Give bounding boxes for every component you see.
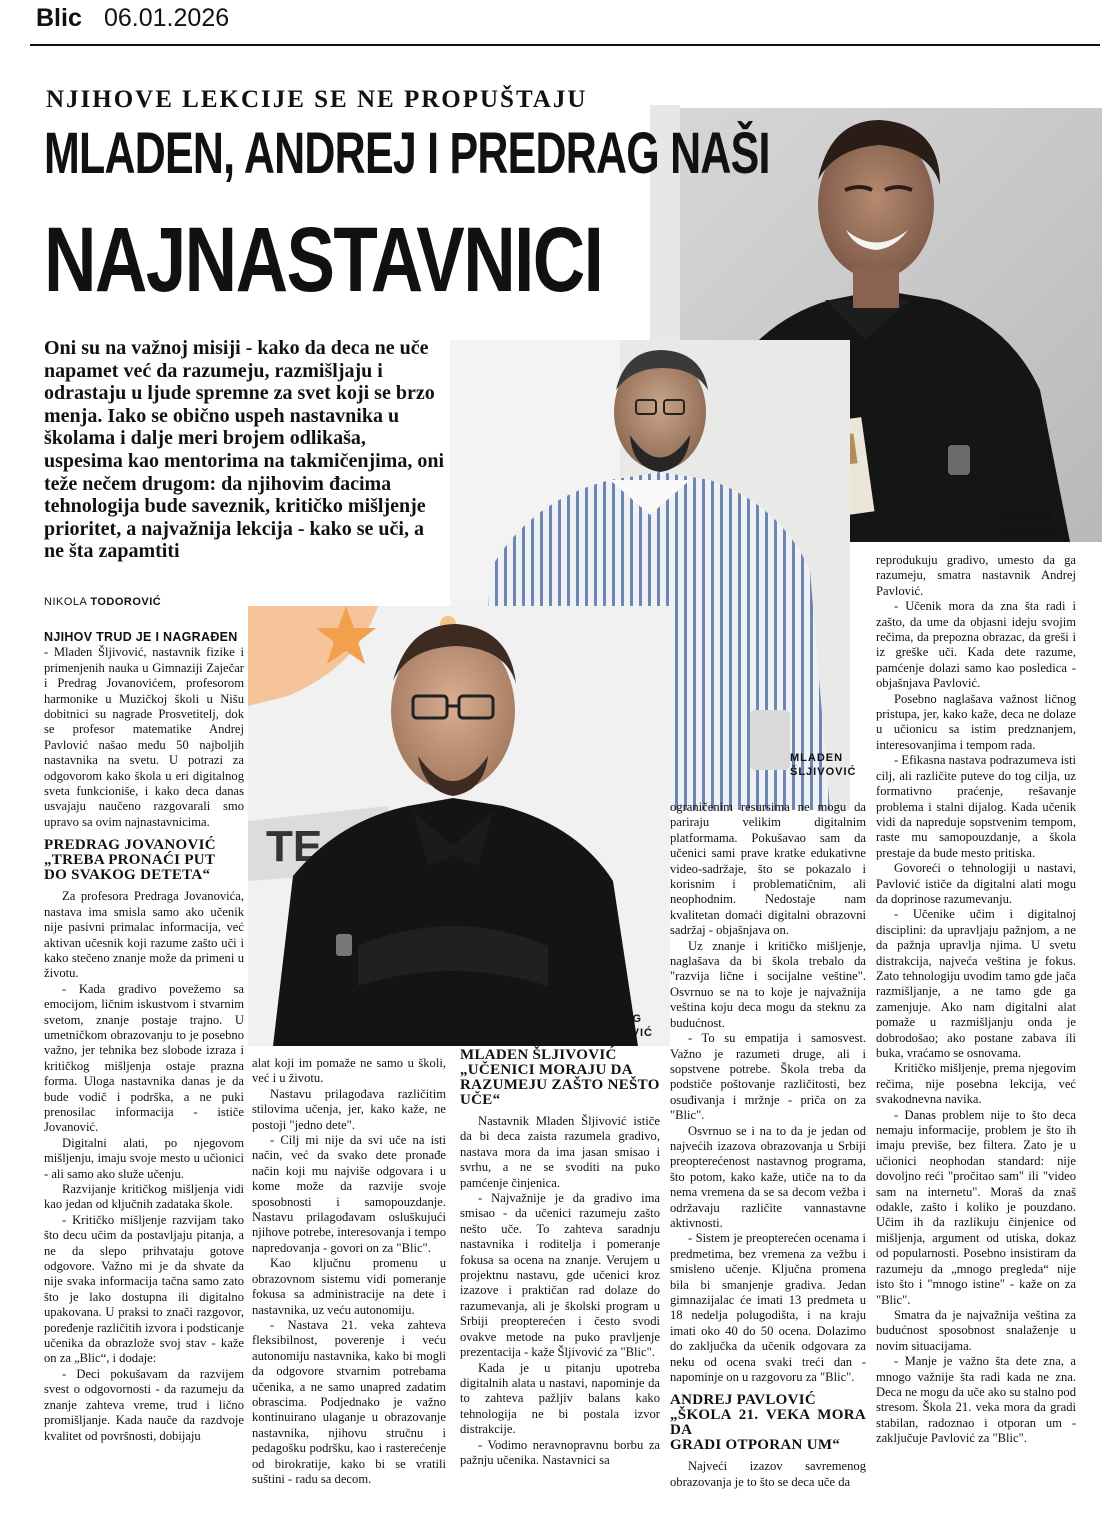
paragraph: ograničenim resursima ne mogu da pariraju velikim digitalnim platformama. Pokušavao sam da učenici sami prave kratke edukativne video-sadržaje, što se pokazalo i korisnim i problematičnim, ali neophodnim. Nedostaje nam kvalitetan domaći digitalni obrazovni sadržaj - objašnjava on. [670, 800, 866, 938]
paragraph: - Nastava 21. veka zahteva fleksibilnost, poverenje i veću autonomiju nastavnika, kako bi mogli da odgovore stvarnim potrebama učenika, a ne samo unapred zadatim obrascima. Podjednako je važno kontinuirano ulaganje u obrazovanje nastavnika, njihovu stručnu i pedagošku podršku, kao i rasterećenje od birokratije, kako bi se vratili suštini - radu sa decom. [252, 1317, 446, 1486]
paragraph: - Sistem je preopterećen ocenama i predmetima, bez vremena za vežbu i smisleno učenje. Ključna promena bila bi smanjenje gradiva. Jedan gimnazijalac će imati 13 predmeta u 18 nedelja polugodišta, i na kraju imati oko 40 do 50 ocena. Dolazimo do zaključka da učenik odgovara za neku od ocena svaki treći dan - napominje on u razgovoru za "Blic". [670, 1231, 866, 1385]
paragraph: Razvijanje kritičkog mišljenja vidi kao jedan od ključnih zadataka škole. [44, 1182, 244, 1212]
paragraph: Kritičko mišljenje, prema njegovim rečima, nije posebna lekcija, već svakodnevna navika. [876, 1061, 1076, 1107]
paragraph: Uz znanje i kritičko mišljenje, naglašava da bi škola trebalo da "razvija lične i socijalne veštine". Osvrnuo se na to koje je najvažnija veština koju deca mogu da steknu za budućnost. [670, 938, 866, 1030]
paragraph: reprodukuju gradivo, umesto da ga razumeju, smatra nastavnik Andrej Pavlović. [876, 553, 1076, 598]
headline-line-1: MLADEN, ANDREJ I PREDRAG NAŠI [44, 121, 770, 186]
paragraph: - Efikasna nastava podrazumeva isti cilj, ali različite puteve do tog cilja, uz formativno praćenje, rešavanje problema i stalni dijalog. Kada učenik vidi da napreduje sopstvenim tempom, raste mu samopouzdanje, a škola prestaje da bude mesto pritiska. [876, 753, 1076, 860]
paragraph: - Najvažnije je da gradivo ima smisao - da učenici razumeju zašto nešto uče. To zahteva saradnju nastavnika i roditelja i pomeranje fokusa sa ocena na znanje. Verujem u projektnu nastavu, gde učenici kroz izazove i praktičan rad dolaze do razumevanja, ali je školski program u Srbiji preopterećen i često svodi ovakve metode na puko pravljenje prezentacija - kaže Šljivović za "Blic". [460, 1191, 660, 1360]
section-title-mladen: MLADEN ŠLJIVOVIĆ „UČENICI MORAJU DA RAZUMEJU ZAŠTO NEŠTO UČE“ [460, 1047, 660, 1108]
section-title-predrag: PREDRAG JOVANOVIĆ „TREBA PRONAĆI PUT DO SVAKOG DETETA“ [44, 837, 216, 884]
photo-predrag-jovanovic [248, 606, 670, 1046]
article-column-4 [670, 800, 866, 1510]
publication-name: Blic [36, 4, 82, 32]
paragraph: Najveći izazov savremenog obrazovanja je to što se deca uče da [670, 1459, 866, 1489]
paragraph: Kada je u pitanju upotreba digitalnih alata u nastavi, napominje da to zahteva pažljiv balans kako tehnologija ne bi postala izvor distrakcije. [460, 1360, 660, 1437]
lead-paragraph: Oni su na važnoj misiji - kako da deca ne uče napamet već da razumeju, razmišljaju i odrastaju u ljude spremne za svet koji se brzo menja. Iako se obično uspeh nastavnika u školama i dalje meri brojem odlikaša, uspesima kao mentorima na takmičenjima, oni teže nečem drugom: da njihovim đacima tehnologija bude saveznik, kritičko mišljenje prioritet, a najvažnija lekcija - kako se uči, a ne šta zapamtiti [44, 337, 444, 563]
byline: NIKOLA TODOROVIĆ [44, 596, 162, 608]
predrag-portrait-illustration [248, 606, 670, 1046]
paragraph: - To su empatija i samosvest. Važno je razumeti druge, ali i sopstvene potrebe. Škola treba da podstiče poštovanje različitosti, bez osuđivanja i mržnje - priča on za "Blic". [670, 1031, 866, 1123]
paragraph: Govoreći o tehnologiji u nastavi, Pavlović ističe da digitalni alati mogu da doprinose razumevanju. [876, 861, 1076, 906]
section-title-andrej: ANDREJ PAVLOVIĆ „ŠKOLA 21. VEKA MORA DA GRADI OTPORAN UM“ [670, 1392, 866, 1454]
paragraph: Digitalni alati, po njegovom mišljenju, imaju svoje mesto u učionici - ali samo ako služe učenju. [44, 1135, 244, 1181]
paragraph: - Manje je važno šta dete zna, a mnogo važnije šta radi kada ne zna. Deca ne mogu da uče ako su stalno pod stresom. Škola 21. veka mora da gradi stabilan, radoznao i otporan um - zaključuje Pavlović za "Blic". [876, 1354, 1076, 1446]
caption-predrag-jovanovic: PREDRAG JOVANOVIĆ [580, 1013, 653, 1039]
article-column-3 [460, 1044, 660, 1510]
caption-mladen-sljivovic: MLADEN ŠLJIVOVIĆ [790, 752, 857, 778]
intro-paragraph: - Mladen Šljivović, nastavnik fizike i primenjenih nauka u Gimnaziji Zaječar i Predrag Jovanovićem, profesorom harmonike u Muzičkoj školi u Nišu dobitnici su nagrade Prosvetitelj, dok se profesor matematike Andrej Pavlović našao među 50 najboljih nastavnika na svetu. U potrazi za odgovorom kako škola u eri digitalnog sveta funkcioniše, i kako deca danas usvajaju naučeno razgovarali smo upravo sa ovim najnastavnicima. [44, 645, 244, 829]
headline-line-2: NAJNASTAVNICI [44, 209, 603, 311]
subhead-award: NJIHOV TRUD JE I NAGRAĐEN [44, 630, 238, 644]
paragraph: - Danas problem nije to što deca nemaju informacije, problem je što ih imaju previše, bez filtera. Zato je u učionici neophodan standard: nije dovoljno reći "pročitao sam" ili "video sam na internetu". Moraš da znaš odakle, zašto i koliko je pouzdano. Učim ih da razlikuju činjenice od mišljenja, argument od utiska, dokaz od popularnosti. Posebno insistiram da razumeju da „mnogo pregleda“ nije isto što i "mnogo istine" - kaže on za "Blic". [876, 1107, 1076, 1307]
paragraph: Za profesora Predraga Jovanovića, nastava ima smisla samo ako učenik nije pasivni primalac informacija, već aktivan učesnik koji razume zašto uči i kako stečeno znanje može da primeni u životu. [44, 889, 244, 981]
paragraph: - Kritičko mišljenje razvijam tako što decu učim da postavljaju pitanja, a ne da slepo prihvataju gotove odgovore. Važno mi je da shvate da nije svaka informacija tačna samo zato što je lako dostupna ili digitalno upakovana. U praksi to znači razgovor, poređenje različitih izvora i podsticanje učenika da obrazlože svoj stav - kaže on za „Blic“, i dodaje: [44, 1212, 244, 1366]
paragraph: - Učenike učim i digitalnoj disciplini: da upravljaju pažnjom, a ne da pažnja upravlja njima. U svetu distrakcija, najveća veština je fokus. Zato tehnologiju uvodim tamo gde jača razmišljanje, a ne tamo gde ga zamenjuje. Ako nam digitalni alat pomaže u razmišljanju onda je dobrodošao; ako postane zabava ili buka, vraćamo se osnovama. [876, 907, 1076, 1060]
paragraph: - Deci pokušavam da razvijem svest o odgovornosti - da razumeju da znanje zahteva vreme, trud i lično promišljanje. Kada nauče da razdvoje kvalitet od površnosti, dobijaju [44, 1366, 244, 1443]
header-rule [30, 44, 1100, 46]
paragraph: Nastavu prilagođava različitim stilovima učenja, jer, kako kaže, ne postoji "jedno dete". [252, 1086, 446, 1132]
article-column-2 [252, 1056, 446, 1510]
paragraph: - Kada gradivo povežemo sa emocijom, ličnim iskustvom i stvarnim svetom, znanje postaje trajno. U umetničkom obrazovanju to je posebno važno, jer tehnika bez slobode izraza i kritičkog mišljenja ostaje prazna forma. Uloga nastavnika danas je da bude vodič i podrška, a ne puki prenosilac informacija - ističe Jovanović. [44, 981, 244, 1135]
paragraph: alat koji im pomaže ne samo u školi, već i u životu. [252, 1056, 446, 1086]
article-column-1 [44, 630, 244, 1510]
predrag-photo-banner: TE [266, 822, 323, 871]
caption-andrej-pavlovic: ANDREJ PAVLOVIĆ [1000, 511, 1063, 537]
paragraph: Posebno naglašava važnost ličnog pristupa, jer, kako kaže, deca ne dolaze u učionicu sa istim predznanjem, interesovanjima i tempom rada. [876, 691, 1076, 752]
article-column-5 [876, 553, 1076, 1510]
paragraph: Nastavnik Mladen Šljivović ističe da bi deca zaista razumela gradivo, nastava mora da ima jasan smisao i svrhu, a ne se svoditi na puko pamćenje činjenica. [460, 1114, 660, 1190]
publication-date: 06.01.2026 [104, 4, 230, 32]
paragraph: - Vodimo neravnopravnu borbu za pažnju učenika. Nastavnici sa [460, 1437, 660, 1467]
paragraph: - Cilj mi nije da svi uče na isti način, već da svako dete pronađe način koji mu najviše odgovara i u kome može da razvije svoje sposobnosti i samopouzdanje. Nastavu prilagođavam osluškujući njihove potrebe, interesovanja i tempo napredovanja - govori on za "Blic". [252, 1133, 446, 1255]
paragraph: Kao ključnu promenu u obrazovnom sistemu vidi pomeranje fokusa sa administracije na dete i nastavnika, uz veću autonomiju. [252, 1256, 446, 1317]
paragraph: Smatra da je najvažnija veština za budućnost sposobnost snalaženje u novim situacijama. [876, 1307, 1076, 1353]
paragraph: - Učenik mora da zna šta radi i zašto, da ume da objasni ideju svojim rečima, da prepozna obrazac, da greši i iz greške uči. Kada dete razume, pamćenje dolazi samo kao posledica - objašnjava Pavlović. [876, 599, 1076, 691]
paragraph: Osvrnuo se i na to da je jedan od najvećih izazova obrazovanja u Srbiji preopterećenost nastavnog programa, što potom, kako kaže, utiče na to da nema vremena da se sa decom vežba i održavaju različite vannastavne aktivnosti. [670, 1123, 866, 1230]
kicker: NJIHOVE LEKCIJE SE NE PROPUŠTAJU [46, 86, 588, 113]
